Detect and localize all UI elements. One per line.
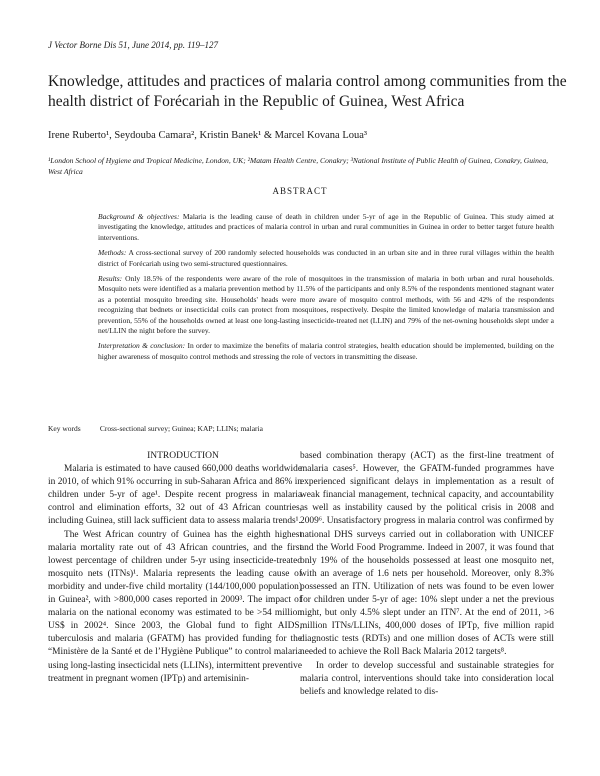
abstract-interpretation-text: In order to maximize the benefits of malaria control strategies, health education should be implemented, building on the higher awareness of mosquito control methods and stressing the role of vectors in transmitting the disease. [98, 341, 555, 361]
author-affiliations: ¹London School of Hygiene and Tropical Medicine, London, UK; ²Matam Health Centre, Conakry; ³National Institute of Public Health of Guinea, Conakry, Guinea, West Africa [48, 156, 549, 176]
body-paragraph: Malaria is estimated to have caused 660,000 deaths worldwide in 2010, of which 91% occurring in sub-Saharan Africa and 86% in children under 5-yr of age¹. Despite recent progress in malaria control and elimination efforts, 32 out of 43 African countries, including Guinea, still lack sufficient data to assess malaria trends¹. [48, 464, 302, 527]
section-heading-introduction: INTRODUCTION [147, 451, 219, 461]
abstract-background-label: Background & objectives: [98, 212, 180, 221]
body-column-right [300, 450, 554, 699]
abstract-results-label: Results: [98, 274, 123, 284]
abstract-methods-label: Methods: [98, 248, 127, 258]
body-paragraph: The West African country of Guinea has the eighth highest malaria mortality rate out of 43 African countries, and the first lowest percentage of children under 5-yr using insecticide-treated mosquito nets (ITNs)¹. Malaria represents the leading cause of morbidity and under-five child mortality (144/100,000 population) in Guinea², with >800,000 cases reported in 2009³. The impact of malaria on the national economy was estimated to be >54 million US$ in 2002⁴. Since 2003, the Global fund to fight AIDS, tuberculosis and malaria (GFATM) has provided funding for the “Ministère de la Santé et de l’Hygiène Publique” to control malaria using long-lasting insecticidal nets (LLINs), intermittent preventive treatment in pregnant women (IPTp) and artemisinin- [48, 529, 302, 684]
abstract-methods-text: A cross-sectional survey of 200 randomly selected households was conducted in an urban site and in three rural villages within the health district of Forécariah using two semi-structured questionnaires. [98, 248, 554, 268]
keywords-text: Cross-sectional survey; Guinea; KAP; LLINs; malaria [99, 424, 263, 433]
abstract-results-text: Only 18.5% of the respondents were aware of the role of mosquitoes in the transmission of malaria in both urban and rural households. Mosquito nets were identified as a malaria prevention method by 11.5% of the participants and only 8.5% of the respondents mentioned stagnant water as a potential mosquito breeding site. Households' heads were more aware of mosquito control methods, with 56 and 42% of the respondents recognizing that bednets or insecticidal coils can protect from mosquitoes, respectively. Despite the limited knowledge of malaria transmission and prevention, 55% of the households owned at least one long-lasting insecticide-treated net (LLIN) and 79% of the net-owning households slept under a net/LLIN the night before the survey. [98, 274, 554, 336]
abstract-methods [98, 248, 554, 269]
abstract-interpretation [98, 341, 554, 362]
abstract-body [98, 212, 554, 367]
article-title: Knowledge, attitudes and practices of malaria control among communities from the health district of Forécariah in the Republic of Guinea, West Africa [48, 73, 567, 110]
abstract-interpretation-label: Interpretation & conclusion: [98, 341, 186, 351]
keywords-label: Key words [48, 424, 81, 433]
abstract-heading: ABSTRACT [272, 186, 328, 196]
abstract-background [98, 212, 554, 243]
keywords [48, 424, 554, 433]
abstract-background-text: Malaria is the leading cause of death in children under 5-yr of age in the Republic of Guinea. This study aimed at investigating the knowledge, attitudes and practices of malaria control in urban and rural communities in Guinea in order to better target future health interventions. [98, 212, 554, 242]
author-list: Irene Ruberto¹, Seydouba Camara², Kristin Banek¹ & Marcel Kovana Loua³ [48, 130, 368, 141]
body-paragraph: In order to develop successful and sustainable strategies for malaria control, interventions should take into consideration local beliefs and knowledge related to dis- [300, 660, 554, 697]
abstract-results [98, 274, 554, 336]
journal-reference: J Vector Borne Dis 51, June 2014, pp. 119–127 [48, 40, 219, 50]
body-paragraph: based combination therapy (ACT) as the first-line treatment of malaria cases⁵. However, the GFATM-funded programmes have experienced significant delays in implementation as a result of weak financial management, technical capacity, and accountability as well as instability caused by the political crisis in 2008 and 2009⁶. Unsatisfactory progress in malaria control was confirmed by national DHS surveys carried out in collaboration with UNICEF and the World Food Programme. Indeed in 2007, it was found that only 19% of the households possessed at least one mosquito net, with an average of 1.6 nets per household. Moreover, only 8.3% possessed an ITN. Utilization of nets was found to be even lower for children under 5-yr of age: 10% slept under a net the previous night, but only 4.5% slept under an ITN⁷. At the end of 2011, >6 million ITNs/LLINs, 400,000 doses of IPTp, five million rapid diagnostic tests (RDTs) and one million doses of ACTs were still needed to achieve the Roll Back Malaria 2012 targets⁸. [300, 451, 554, 658]
body-column-left [48, 450, 302, 686]
